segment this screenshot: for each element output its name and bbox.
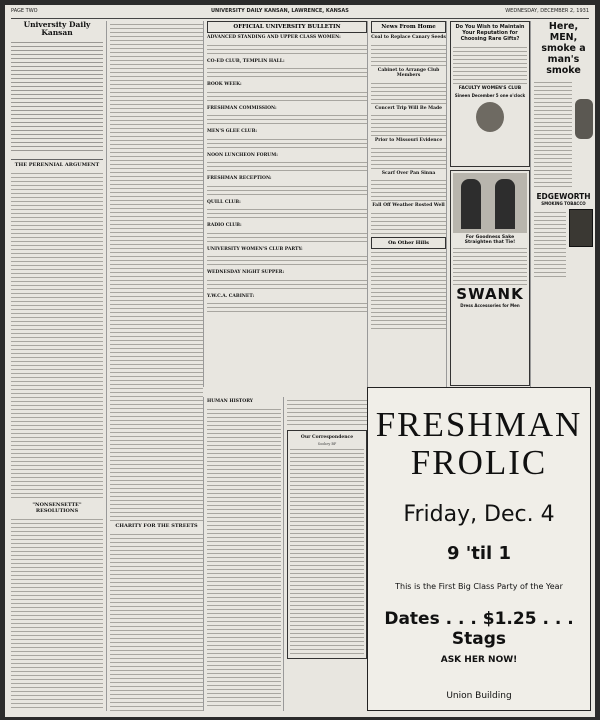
news-from-home xyxy=(367,21,446,387)
column-editorial xyxy=(11,21,103,711)
bulletin-item-heading: ADVANCED STANDING AND UPPER CLASS WOMEN: xyxy=(207,35,341,40)
swank-ad xyxy=(450,170,530,386)
freshman-frolic-ad xyxy=(367,387,591,711)
edgeworth-brand-sub: SMOKING TOBACCO xyxy=(541,201,586,206)
news-item-text xyxy=(371,112,446,136)
newspaper-page xyxy=(5,5,595,717)
column-correspondence xyxy=(283,397,367,711)
charity-text xyxy=(110,531,203,711)
gift-ad xyxy=(450,21,530,167)
swank-text xyxy=(453,245,527,285)
news-item-heading: Prior to Missouri Evidence xyxy=(374,138,443,143)
column-human-history xyxy=(203,397,281,711)
swank-sub: Dress Accessories for Men xyxy=(460,303,520,308)
bulletin-item-text xyxy=(207,253,367,268)
bulletin-title-box xyxy=(207,21,367,33)
official-bulletin xyxy=(203,21,367,387)
frolic-date: Friday, Dec. 4 xyxy=(403,502,555,527)
frolic-tagline: This is the First Big Class Party of the Year xyxy=(395,582,563,591)
bulletin-item-heading: FRESHMAN COMMISSION: xyxy=(207,105,277,111)
news-item-text xyxy=(371,177,446,201)
issue-date: WEDNESDAY, DECEMBER 2, 1931 xyxy=(505,8,589,14)
bulletin-item-text xyxy=(207,230,367,245)
header-rule xyxy=(11,18,589,19)
masthead-staff-list xyxy=(11,39,103,160)
bulletin-item-heading: NOON LUNCHEON FORUM: xyxy=(207,152,278,158)
correspondence-box xyxy=(287,430,367,659)
charity-heading: CHARITY FOR THE STREETS xyxy=(115,523,198,529)
news-item-text xyxy=(371,80,446,104)
bulletin-item-text xyxy=(207,300,367,315)
frolic-title-2: FROLIC xyxy=(410,443,548,482)
news-item-heading: Fall Off Weather Rosted Well xyxy=(372,203,445,208)
news-item-text xyxy=(371,145,446,169)
gift-ad-title: Do You Wish to Maintain Your Reputation for Choosing Rare Gifts? xyxy=(455,24,525,42)
column-two xyxy=(106,21,203,711)
bulletin-item-text xyxy=(207,65,367,80)
bulletin-item-heading: FRESHMAN RECEPTION: xyxy=(207,176,272,181)
frolic-title-1: FRESHMAN xyxy=(375,405,583,444)
correspondence-byline: Soohey BF xyxy=(317,441,337,446)
news-item-heading: Concert Trip Will Be Made xyxy=(374,105,443,111)
human-history-heading: HUMAN HISTORY xyxy=(207,399,254,404)
frolic-ask: ASK HER NOW! xyxy=(440,655,518,665)
column-two-text xyxy=(110,21,203,521)
edgeworth-body xyxy=(534,79,593,189)
other-hills-box xyxy=(371,237,446,249)
paper-title: UNIVERSITY DAILY KANSAN, LAWRENCE, KANSAS xyxy=(211,8,349,14)
bulletin-title: OFFICIAL UNIVERSITY BULLETIN xyxy=(233,24,341,30)
edgeworth-brand: EDGEWORTH xyxy=(536,192,591,201)
news-item-heading: Cabinet to Arrange Club Members xyxy=(377,67,440,78)
editorial-text xyxy=(11,170,103,500)
correspondence-text xyxy=(290,446,364,656)
page-number: PAGE TWO xyxy=(11,8,38,14)
woman-portrait-image xyxy=(476,102,504,132)
man-portrait-image xyxy=(575,99,593,139)
bulletin-item-heading: CO-ED CLUB, TEMPLIN HALL: xyxy=(207,58,285,64)
news-item-heading: Scarf Over Pan Sinna xyxy=(381,170,436,176)
bulletin-item-heading: WEDNESDAY NIGHT SUPPER: xyxy=(207,270,285,275)
bulletin-item-heading: RADIO CLUB: xyxy=(207,223,242,228)
column-ads xyxy=(446,21,530,387)
masthead: University Daily Kansan xyxy=(23,21,91,37)
frolic-pricing: Dates . . . $1.25 . . . Stags xyxy=(384,609,574,649)
edgeworth-lower-text xyxy=(534,209,566,279)
nonsense-text xyxy=(11,516,103,711)
edgeworth-text xyxy=(534,79,572,189)
human-history-text xyxy=(207,406,281,706)
bulletin-item-text xyxy=(207,206,367,221)
bulletin-item-text xyxy=(207,42,367,57)
bulletin-item-text xyxy=(207,136,367,151)
other-hills-text xyxy=(371,249,446,329)
page-header xyxy=(11,8,589,18)
gift-ad-place: FACULTY WOMEN'S CLUB xyxy=(458,86,522,91)
corr-top-text xyxy=(287,397,367,427)
tie-slogan: For Goodness Sake Straighten that Tie! xyxy=(464,235,516,245)
bulletin-item-heading: Y.W.C.A. CABINET: xyxy=(207,293,255,299)
tobacco-tin-image xyxy=(569,209,593,247)
bulletin-list xyxy=(207,35,367,315)
editorial-heading: THE PERENNIAL ARGUMENT xyxy=(14,162,100,168)
news-list xyxy=(371,35,446,234)
news-item-text xyxy=(371,42,446,66)
frolic-place: Union Building xyxy=(446,691,512,701)
bulletin-item-text xyxy=(207,159,367,174)
edgeworth-ad xyxy=(530,21,593,387)
gift-ad-when: Sineen December 5 one o'clock xyxy=(454,93,526,98)
bulletin-item-heading: MEN'S GLEE CLUB: xyxy=(207,129,258,134)
bulletin-item-text xyxy=(207,112,367,127)
bulletin-item-heading: QUILL CLUB: xyxy=(207,199,241,205)
news-title: News From Home xyxy=(381,24,436,30)
edgeworth-headline: Here, MEN, smoke a man's smoke xyxy=(541,21,586,76)
edgeworth-lower xyxy=(534,209,593,279)
men-illustration-image xyxy=(453,173,527,233)
nonsense-heading: "NONSENSETTE" RESOLUTIONS xyxy=(32,502,82,514)
news-item-heading: Coal to Replace Canary Seeds xyxy=(371,35,446,40)
gift-ad-text xyxy=(453,44,527,84)
news-item-text xyxy=(371,210,446,234)
bulletin-item-heading: BOOK WEEK: xyxy=(207,82,242,87)
bulletin-item-heading: UNIVERSITY WOMEN'S CLUB PARTY: xyxy=(207,246,303,252)
bulletin-item-text xyxy=(207,183,367,198)
other-hills-title: On Other Hills xyxy=(388,239,429,246)
swank-logo: SWANK xyxy=(456,285,524,303)
bulletin-item-text xyxy=(207,89,367,104)
correspondence-title: Our Correspondence xyxy=(300,435,354,440)
frolic-time: 9 'til 1 xyxy=(446,543,512,564)
bulletin-item-text xyxy=(207,277,367,292)
news-title-box xyxy=(371,21,446,33)
